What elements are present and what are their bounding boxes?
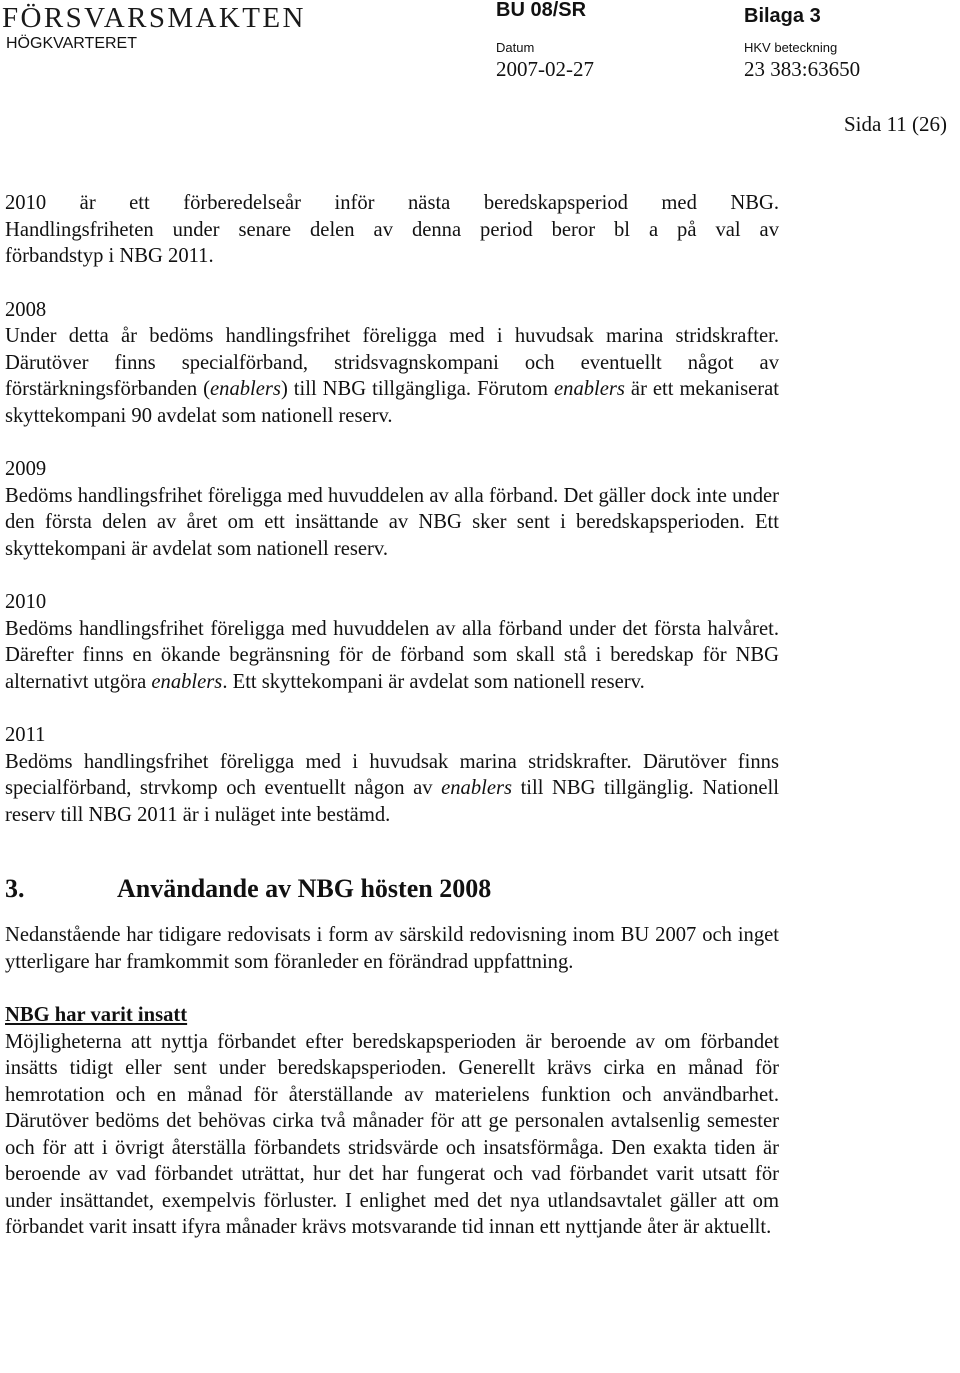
reference-label: HKV beteckning (744, 40, 838, 55)
subsection-heading: NBG har varit insatt (5, 1004, 188, 1026)
year-section-2010 (5, 589, 779, 695)
date-value: 2007-02-27 (496, 57, 594, 81)
section-number: 3. (5, 874, 25, 903)
year-text-2010: Bedöms handlingsfrihet föreligga med huvuddelen av alla förband under det första halvåret. Därefter finns en ökande begränsning för de förband som skall stå i beredskap för NBG alternativt utgöra enablers. Ett skyttekompani är avdelat som nationell reserv. (5, 617, 779, 693)
section-title: Användande av NBG hösten 2008 (117, 874, 492, 903)
section-3-heading (5, 874, 779, 904)
year-heading-2009: 2009 (5, 458, 47, 480)
year-section-2011 (5, 722, 779, 828)
nbg-insatt-section (5, 1002, 779, 1241)
section-3-text: Nedanstående har tidigare redovisats i form av särskild redovisning inom BU 2007 och inget ytterligare har framkommit som föranleder en förändrad uppfattning. (5, 924, 779, 973)
organization-name: FÖRSVARSMAKTEN (2, 2, 306, 34)
annex-label: Bilaga 3 (744, 5, 821, 27)
intro-paragraph (5, 190, 779, 270)
year-text-2008: Under detta år bedöms handlingsfrihet föreligga med i huvudsak marina stridskrafter. Därutöver finns specialförband, stridsvagnskompani och eventuellt något av förstärkningsförbanden (enablers) till NBG tillgängliga. Förutom enablers är ett mekaniserat skyttekompani 90 avdelat som nationell reserv. (5, 325, 779, 427)
page-number: Sida 11 (26) (844, 112, 948, 136)
intro-line-2: Handlingsfriheten under senare delen av denna period beror bl a på val av (5, 218, 779, 241)
intro-line-1: 2010 är ett förberedelseår inför nästa beredskapsperiod med NBG. (5, 192, 779, 214)
year-heading-2011: 2011 (5, 724, 46, 746)
document-body (5, 190, 779, 1241)
reference-value: 23 383:63650 (744, 57, 861, 81)
year-text-2011: Bedöms handlingsfrihet föreligga med i huvudsak marina stridskrafter. Därutöver finns specialförband, strvkomp och eventuellt någon av enablers till NBG tillgänglig. Nationell reserv till NBG 2011 är i nuläget inte bestämd. (5, 750, 779, 826)
subsection-text: Möjligheterna att nyttja förbandet efter beredskapsperioden är beroende av om förbandet insätts tidigt eller sent under beredskapsperioden. Generellt krävs cirka en månad för hemrotation och en månad för återställande av materielens funktion och användbarhet. Därutöver bedöms det behövas cirka två månader för att ge personalen avtalsenlig semester och för att i övrigt återställa förbandets stridsvärde och insatsförmåga. Den exakta tiden är beroende av vad förbandet uträttat, hur det har fungerat och vad förbandet varit utsatt för under insättandet, exempelvis förluster. I enlighet med det nya utlandsavtalet gäller att om förbandet varit insatt ifyra månader krävs motsvarande tid innan ett nyttjande åter är aktuellt. (5, 1030, 779, 1238)
year-section-2009 (5, 456, 779, 562)
year-heading-2010: 2010 (5, 591, 47, 613)
date-label: Datum (496, 40, 535, 55)
organization-unit: HÖGKVARTERET (6, 35, 137, 52)
year-text-2009: Bedöms handlingsfrihet föreligga med huvuddelen av alla förband. Det gäller dock inte under den första delen av året om ett insättande av NBG sker sent i beredskapsperioden. Ett skyttekompani är avdelat som nationell reserv. (5, 484, 779, 560)
year-heading-2008: 2008 (5, 298, 47, 321)
year-section-2008 (5, 297, 779, 430)
document-reference: BU 08/SR (496, 0, 587, 21)
intro-line-3: förbandstyp i NBG 2011. (5, 245, 214, 267)
